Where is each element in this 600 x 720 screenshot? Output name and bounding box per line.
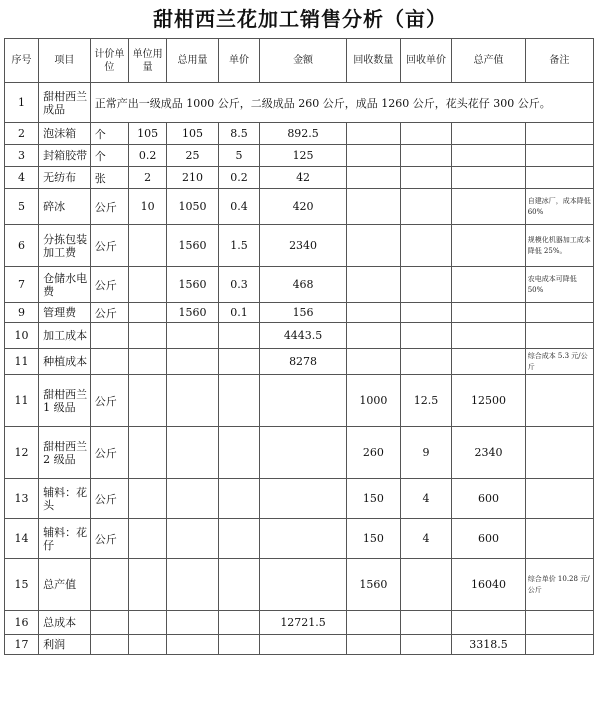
cell-seq: 5 [5,189,39,225]
cell-seq: 11 [5,375,39,427]
cell-unit-price [218,611,259,635]
table-row [5,267,594,303]
cell-unit: 公斤 [90,479,128,519]
cell-unit-price: 5 [218,145,259,167]
header-notes: 备注 [525,39,593,83]
cell-recovery-qty [346,323,400,349]
cell-total-output: 3318.5 [452,635,525,655]
cell-seq: 14 [5,519,39,559]
cell-unit: 公斤 [90,303,128,323]
cell-recovery-qty: 1000 [346,375,400,427]
header-recovery-price: 回收单价 [400,39,452,83]
item-label: 泡沫箱 [43,127,77,140]
cell-recovery-price: 4 [400,519,452,559]
cell-notes [525,519,593,559]
item-label: 甜柑西兰 1 级品 [43,387,88,414]
cell-item [39,519,91,559]
cell-total-output [452,189,525,225]
cell-amount: 892.5 [260,123,347,145]
item-label: 总成本 [43,616,77,629]
cell-recovery-price [400,303,452,323]
cell-notes: 自建冰厂，成本降低 60% [525,189,593,225]
cell-amount: 420 [260,189,347,225]
item-label: 分拣包装加工费 [43,232,88,259]
cell-seq: 7 [5,267,39,303]
table-row [5,145,594,167]
cell-notes: 规模化机器加工成本降低 25%。 [525,225,593,267]
cell-total-output: 16040 [452,559,525,611]
cell-unit-usage [128,323,166,349]
cell-total-output: 12500 [452,375,525,427]
table-row [5,303,594,323]
cell-item [39,479,91,519]
cell-recovery-qty: 260 [346,427,400,479]
cell-unit: 公斤 [90,225,128,267]
cell-unit-price: 1.5 [218,225,259,267]
cell-amount [260,519,347,559]
item-label: 仓储水电费 [43,271,88,298]
cell-recovery-price [400,167,452,189]
cell-description: 正常产出一级成品 1000 公斤，二级成品 260 公斤，成品 1260 公斤，花头花仔 300 公斤。 [90,83,593,123]
cell-recovery-qty [346,349,400,375]
cell-total-output [452,123,525,145]
cell-unit-usage [128,427,166,479]
cell-notes [525,145,593,167]
cell-item [39,559,91,611]
cell-unit-usage [128,559,166,611]
cell-unit [90,323,128,349]
cell-total-usage: 105 [167,123,219,145]
cell-recovery-price [400,267,452,303]
cell-seq: 13 [5,479,39,519]
cell-seq: 15 [5,559,39,611]
cell-recovery-price [400,611,452,635]
cell-total-usage: 1560 [167,303,219,323]
cell-unit-price [218,479,259,519]
item-label: 甜柑西兰 2 级品 [43,439,88,466]
cell-total-usage [167,349,219,375]
cell-total-usage [167,519,219,559]
item-label: 辅料：花仔 [43,525,88,552]
cell-unit [90,559,128,611]
cell-recovery-price [400,123,452,145]
cell-unit: 公斤 [90,189,128,225]
cell-amount: 2340 [260,225,347,267]
cell-notes [525,123,593,145]
table-row [5,189,594,225]
cell-notes [525,375,593,427]
cell-total-output [452,267,525,303]
table-row [5,559,594,611]
header-unit-usage: 单位用量 [128,39,166,83]
cell-total-usage [167,323,219,349]
cell-unit: 个 [90,145,128,167]
cell-item [39,123,91,145]
cell-total-output [452,167,525,189]
cell-recovery-qty: 150 [346,479,400,519]
cell-notes [525,611,593,635]
header-total-output: 总产值 [452,39,525,83]
cell-unit-price: 0.1 [218,303,259,323]
item-label: 辅料：花头 [43,485,88,512]
cell-recovery-qty: 1560 [346,559,400,611]
cell-item [39,611,91,635]
cell-recovery-qty [346,123,400,145]
table-title: 甜柑西兰花加工销售分析（亩） [153,7,447,31]
cell-notes [525,167,593,189]
cell-item [39,349,91,375]
header-seq: 序号 [5,39,39,83]
cell-amount: 12721.5 [260,611,347,635]
table-row [5,375,594,427]
cell-amount [260,635,347,655]
cell-unit-price [218,323,259,349]
cell-recovery-qty: 150 [346,519,400,559]
cell-recovery-price [400,145,452,167]
cell-recovery-price: 4 [400,479,452,519]
analysis-table [4,38,594,655]
item-label: 总产值 [43,578,77,591]
cell-recovery-qty [346,267,400,303]
item-label: 加工成本 [43,329,88,342]
header-recovery-qty: 回收数量 [346,39,400,83]
cell-total-usage: 25 [167,145,219,167]
cell-recovery-price: 9 [400,427,452,479]
cell-unit: 张 [90,167,128,189]
item-label: 碎冰 [43,200,66,213]
cell-item [39,375,91,427]
cell-unit-price [218,375,259,427]
cell-unit-price [218,559,259,611]
cell-recovery-price: 12.5 [400,375,452,427]
cell-unit-usage: 10 [128,189,166,225]
cell-unit-usage [128,635,166,655]
cell-recovery-qty [346,303,400,323]
cell-recovery-price [400,323,452,349]
cell-amount [260,427,347,479]
item-label: 管理费 [43,306,77,319]
table-row [5,167,594,189]
cell-amount: 468 [260,267,347,303]
cell-unit: 公斤 [90,267,128,303]
cell-unit [90,349,128,375]
cell-notes [525,479,593,519]
cell-unit-usage [128,375,166,427]
cell-unit-usage [128,303,166,323]
cell-recovery-qty [346,635,400,655]
cell-total-usage: 210 [167,167,219,189]
cell-seq: 11 [5,349,39,375]
cell-unit-usage [128,225,166,267]
header-unit-price: 单价 [218,39,259,83]
table-row [5,323,594,349]
cell-unit-usage: 105 [128,123,166,145]
header-total-usage: 总用量 [167,39,219,83]
cell-unit-price: 8.5 [218,123,259,145]
item-label: 封箱胶带 [43,149,88,162]
cell-amount [260,559,347,611]
cell-unit-price: 0.2 [218,167,259,189]
cell-recovery-qty [346,167,400,189]
cell-notes: 综合单价 10.28 元/公斤 [525,559,593,611]
table-row [5,83,594,123]
cell-amount: 125 [260,145,347,167]
header-row [5,39,594,83]
cell-unit: 公斤 [90,427,128,479]
cell-notes [525,323,593,349]
header-amount: 金额 [260,39,347,83]
cell-unit-price [218,635,259,655]
cell-item [39,267,91,303]
cell-total-output [452,303,525,323]
cell-total-output: 600 [452,479,525,519]
cell-total-usage: 1560 [167,267,219,303]
cell-total-output [452,349,525,375]
cell-seq: 10 [5,323,39,349]
cell-item [39,225,91,267]
cell-seq: 1 [5,83,39,123]
cell-unit-usage [128,611,166,635]
cell-seq: 16 [5,611,39,635]
cell-item [39,427,91,479]
cell-unit-usage: 2 [128,167,166,189]
cell-item [39,145,91,167]
cell-total-output [452,323,525,349]
cell-notes: 综合成本 5.3 元/公斤 [525,349,593,375]
cell-total-output [452,611,525,635]
cell-recovery-price [400,559,452,611]
cell-unit: 公斤 [90,519,128,559]
cell-unit-usage: 0.2 [128,145,166,167]
cell-amount [260,375,347,427]
item-label: 种植成本 [43,355,88,368]
cell-unit-usage [128,479,166,519]
cell-recovery-price [400,635,452,655]
cell-item [39,189,91,225]
cell-notes [525,427,593,479]
cell-item [39,167,91,189]
cell-total-usage: 1560 [167,225,219,267]
cell-item [39,303,91,323]
table-row [5,349,594,375]
item-label: 甜柑西兰成品 [43,89,88,116]
cell-total-output [452,145,525,167]
cell-total-usage [167,611,219,635]
table-row [5,225,594,267]
table-body [5,83,594,655]
cell-total-usage [167,479,219,519]
cell-seq: 6 [5,225,39,267]
cell-amount: 42 [260,167,347,189]
cell-unit-usage [128,267,166,303]
cell-notes [525,303,593,323]
cell-amount: 156 [260,303,347,323]
cell-unit-price: 0.3 [218,267,259,303]
cell-total-usage: 1050 [167,189,219,225]
cell-unit: 个 [90,123,128,145]
table-row [5,635,594,655]
item-label: 利润 [43,638,66,651]
cell-total-output [452,225,525,267]
cell-total-usage [167,635,219,655]
cell-total-usage [167,427,219,479]
cell-unit-usage [128,519,166,559]
cell-item [39,323,91,349]
cell-total-usage [167,375,219,427]
cell-amount: 8278 [260,349,347,375]
table-row [5,123,594,145]
cell-unit-usage [128,349,166,375]
cell-seq: 4 [5,167,39,189]
cell-recovery-price [400,225,452,267]
cell-unit-price [218,427,259,479]
table-row [5,479,594,519]
cell-recovery-qty [346,611,400,635]
cell-unit-price [218,519,259,559]
header-unit: 计价单位 [90,39,128,83]
cell-seq: 9 [5,303,39,323]
table-row [5,611,594,635]
cell-total-output: 2340 [452,427,525,479]
cell-total-output: 600 [452,519,525,559]
cell-notes [525,635,593,655]
cell-amount: 4443.5 [260,323,347,349]
cell-item [39,83,91,123]
cell-recovery-price [400,189,452,225]
cell-seq: 3 [5,145,39,167]
cell-seq: 12 [5,427,39,479]
item-label: 无纺布 [43,171,77,184]
cell-unit: 公斤 [90,375,128,427]
cell-recovery-qty [346,225,400,267]
cell-seq: 2 [5,123,39,145]
cell-recovery-qty [346,189,400,225]
header-item: 项目 [39,39,91,83]
cell-notes: 农电成本可降低 50% [525,267,593,303]
cell-recovery-qty [346,145,400,167]
cell-unit [90,635,128,655]
cell-recovery-price [400,349,452,375]
cell-unit [90,611,128,635]
table-row [5,427,594,479]
cell-item [39,635,91,655]
cell-unit-price [218,349,259,375]
cell-seq: 17 [5,635,39,655]
cell-amount [260,479,347,519]
cell-unit-price: 0.4 [218,189,259,225]
table-row [5,519,594,559]
cell-total-usage [167,559,219,611]
